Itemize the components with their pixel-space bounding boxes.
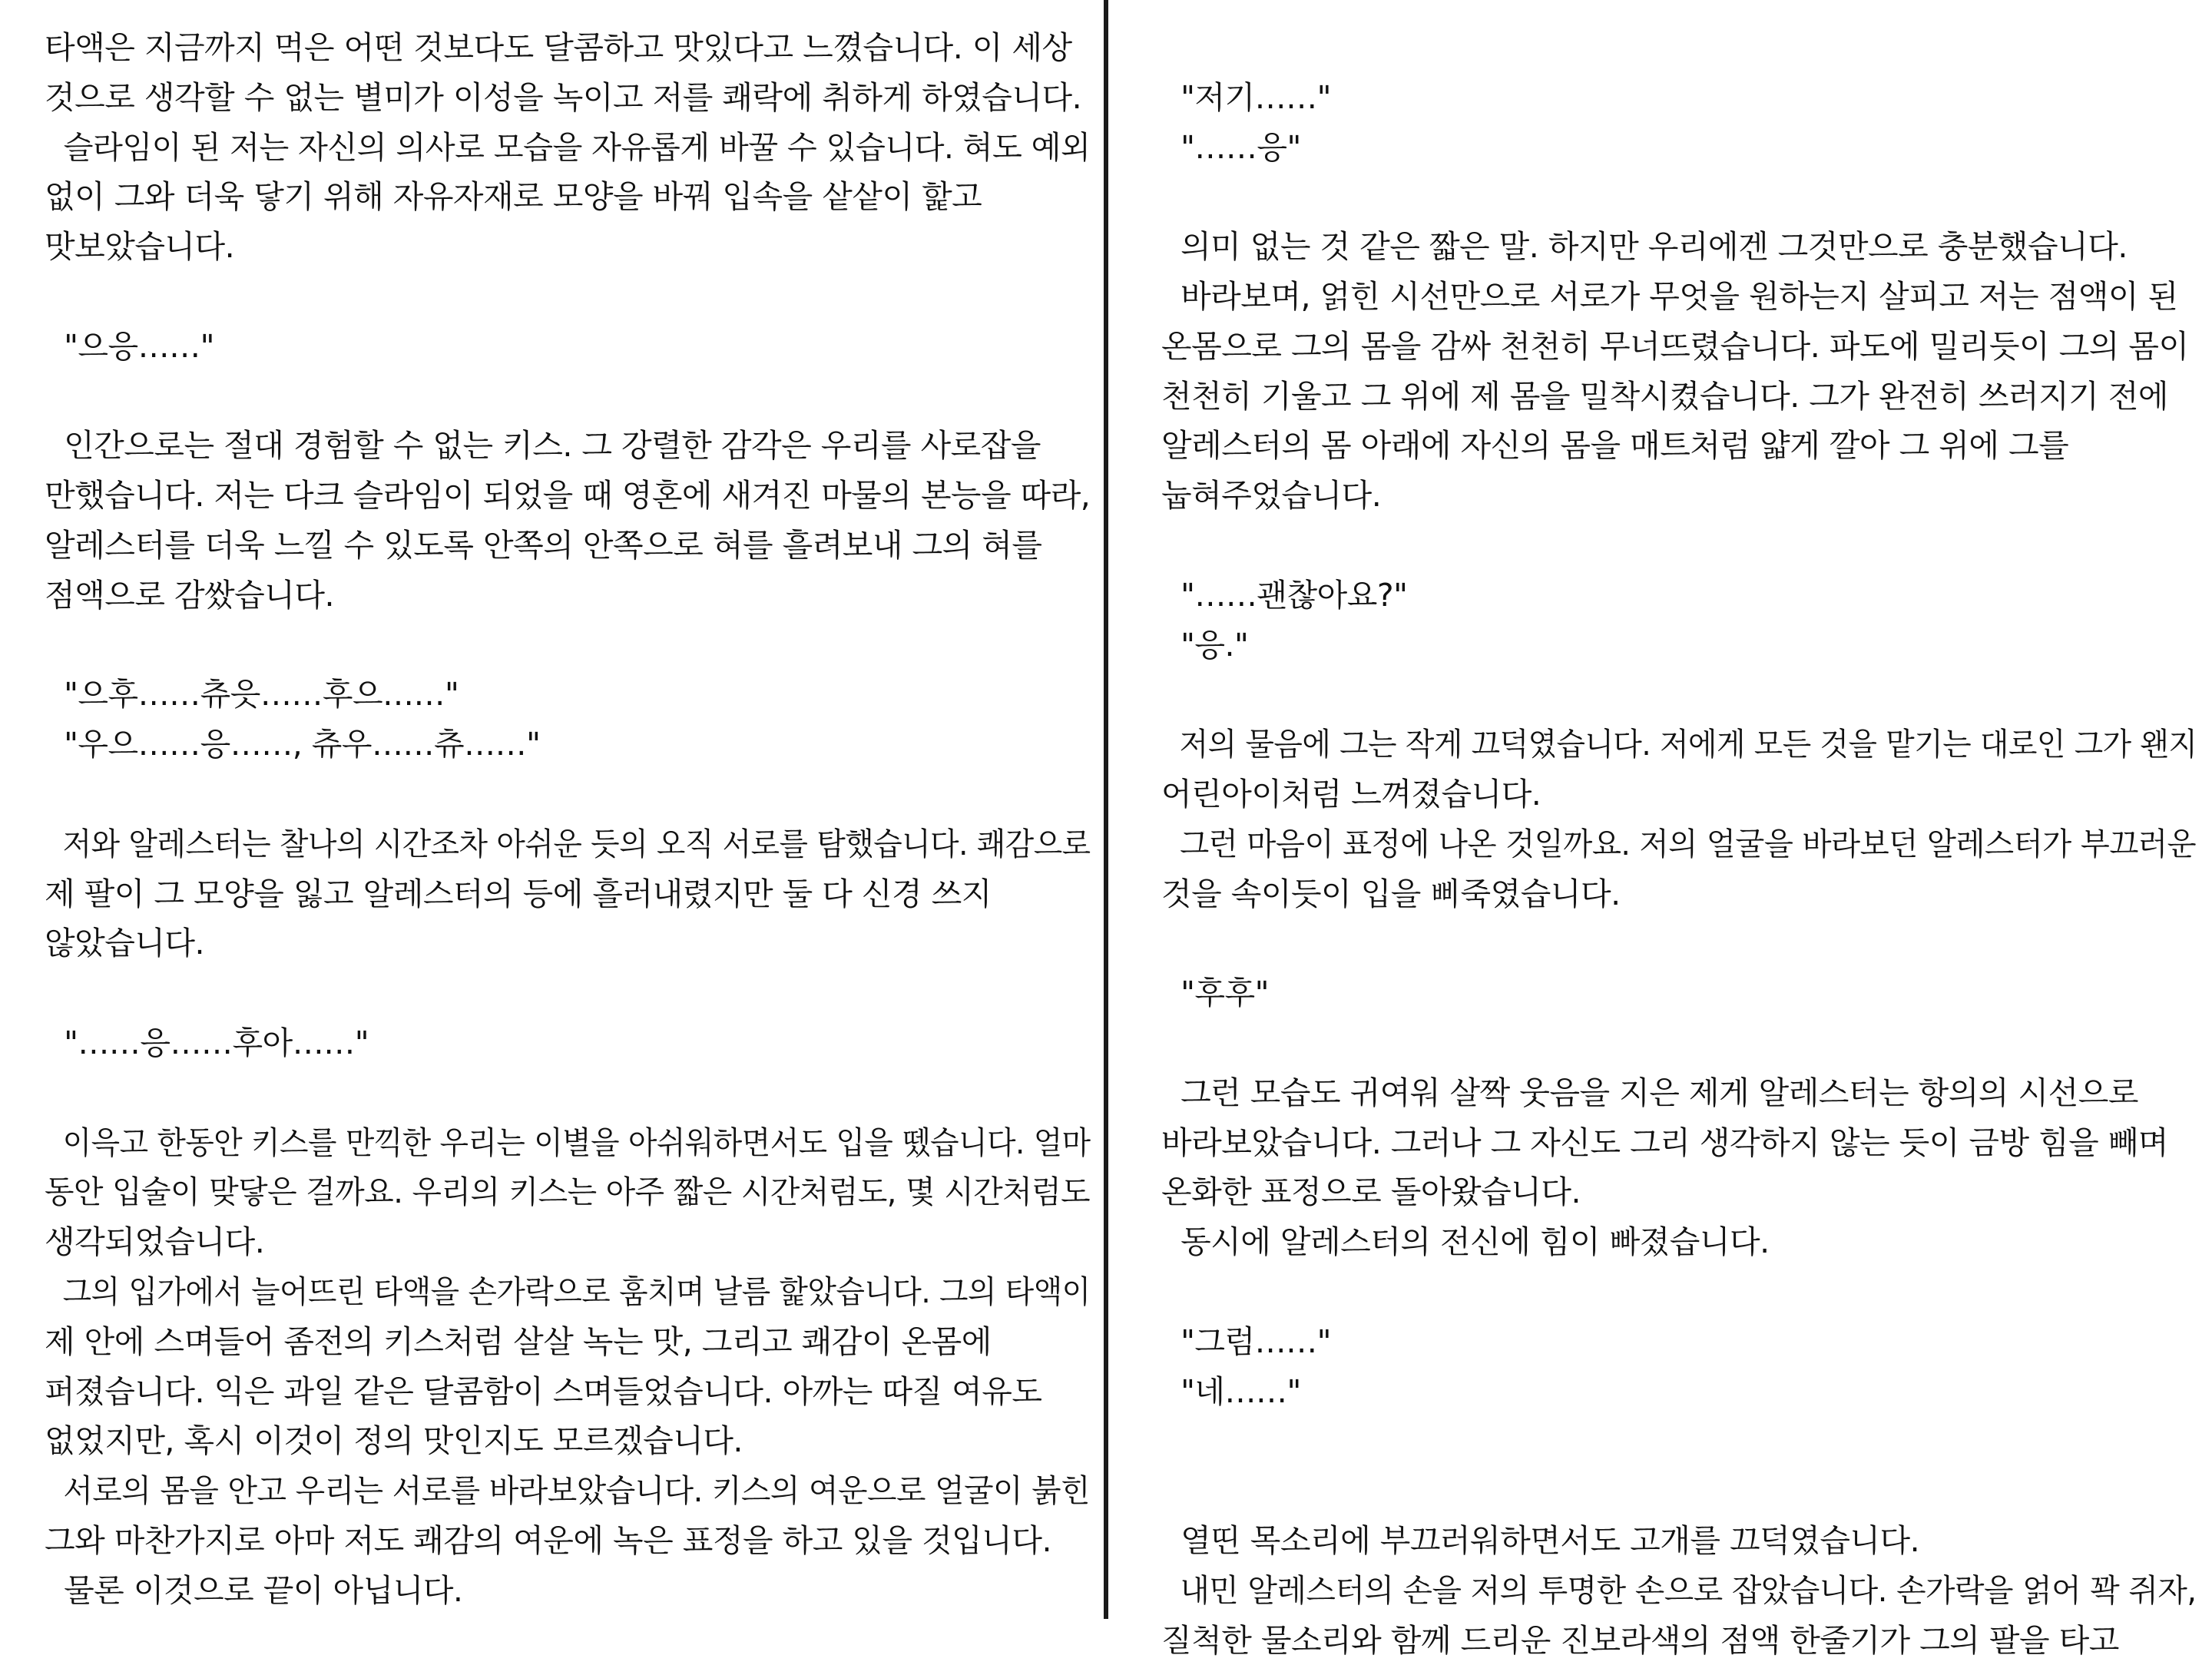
text-line: 슬라임이 된 저는 자신의 의사로 모습을 자유롭게 바꿀 수 있습니다. 혀도 예외 [45, 128, 1091, 166]
text-line: 없었지만, 혹시 이것이 정의 맛인지도 모르겠습니다. [45, 1422, 743, 1460]
text-line: 인간으로는 절대 경험할 수 없는 키스. 그 강렬한 감각은 우리를 사로잡을 [45, 427, 1041, 465]
text-line: 내민 알레스터의 손을 저의 투명한 손으로 잡았습니다. 손가락을 얽어 꽉 쥐자, [1161, 1571, 2197, 1609]
text-line: "으후……츄읏……후으……" [45, 676, 459, 713]
text-line: 눕혀주었습니다. [1161, 477, 1382, 515]
text-line: 제 안에 스며들어 좀전의 키스처럼 살살 녹는 맛, 그리고 쾌감이 온몸에 [45, 1322, 992, 1360]
text-line: 없이 그와 더욱 닿기 위해 자유자재로 모양을 바꿔 입속을 샅샅이 핥고 [45, 178, 982, 216]
text-line: "그럼……" [1161, 1322, 1331, 1360]
text-line: "저기……" [1161, 78, 1331, 116]
text-line: 동시에 알레스터의 전신에 힘이 빠졌습니다. [1161, 1223, 1770, 1261]
text-line: 것으로 생각할 수 없는 별미가 이성을 녹이고 저를 쾌락에 취하게 하였습니다. [45, 78, 1082, 116]
text-line: 서로의 몸을 안고 우리는 서로를 바라보았습니다. 키스의 여운으로 얼굴이 붉힌 [45, 1472, 1091, 1510]
text-line: "네……" [1161, 1372, 1301, 1410]
text-line: 저의 물음에 그는 작게 끄덕였습니다. 저에게 모든 것을 맡기는 대로인 그가 왠지 [1161, 726, 2197, 763]
text-line: 바라보았습니다. 그러나 그 자신도 그리 생각하지 않는 듯이 금방 힘을 빼며 [1161, 1124, 2169, 1161]
text-line: 않았습니다. [45, 925, 205, 962]
right-page [1115, 0, 2212, 1659]
text-line: "으응……" [45, 327, 214, 365]
text-line: 온몸으로 그의 몸을 감싸 천천히 무너뜨렸습니다. 파도에 밀리듯이 그의 몸이 [1161, 327, 2189, 365]
text-line: 저와 알레스터는 찰나의 시간조차 아쉬운 듯의 오직 서로를 탐했습니다. 쾌감으로 [45, 825, 1091, 862]
text-line: 알레스터의 몸 아래에 자신의 몸을 매트처럼 얇게 깔아 그 위에 그를 [1161, 427, 2069, 465]
text-line: 이윽고 한동안 키스를 만끽한 우리는 이별을 아쉬워하면서도 입을 뗐습니다. 얼마 [45, 1124, 1091, 1161]
text-line: 퍼졌습니다. 익은 과일 같은 달콤함이 스며들었습니다. 아까는 따질 여유도 [45, 1372, 1042, 1410]
text-line: 열띤 목소리에 부끄러워하면서도 고개를 끄덕였습니다. [1161, 1522, 1920, 1559]
text-line: 물론 이것으로 끝이 아닙니다. [45, 1571, 463, 1609]
text-line: 만했습니다. 저는 다크 슬라임이 되었을 때 영혼에 새겨진 마물의 본능을 따라, [45, 477, 1091, 515]
text-line: 그런 마음이 표정에 나온 것일까요. 저의 얼굴을 바라보던 알레스터가 부끄러운 [1161, 825, 2197, 862]
left-page [0, 0, 1106, 1619]
text-line: 점액으로 감쌌습니다. [45, 576, 335, 614]
text-line: 것을 속이듯이 입을 삐죽였습니다. [1161, 875, 1621, 912]
text-line: "……응" [1161, 128, 1301, 166]
text-line: 천천히 기울고 그 위에 제 몸을 밀착시켰습니다. 그가 완전히 쓰러지기 전에 [1161, 377, 2169, 415]
text-line: 생각되었습니다. [45, 1223, 265, 1261]
text-line: 동안 입술이 맞닿은 걸까요. 우리의 키스는 아주 짧은 시간처럼도, 몇 시간처럼도 [45, 1173, 1091, 1211]
text-line: 알레스터를 더욱 느낄 수 있도록 안쪽의 안쪽으로 혀를 흘려보내 그의 혀를 [45, 527, 1042, 564]
text-line: 질척한 물소리와 함께 드리운 진보라색의 점액 한줄기가 그의 팔을 타고 [1161, 1621, 2119, 1659]
text-line: "응." [1161, 626, 1249, 664]
text-line: 제 팔이 그 모양을 잃고 알레스터의 등에 흘러내렸지만 둘 다 신경 쓰지 [45, 875, 992, 912]
text-line: 그와 마찬가지로 아마 저도 쾌감의 여운에 녹은 표정을 하고 있을 것입니다. [45, 1522, 1052, 1559]
text-line: 맛보았습니다. [45, 228, 235, 266]
text-line: 의미 없는 것 같은 짧은 말. 하지만 우리에겐 그것만으로 충분했습니다. [1161, 228, 2128, 266]
text-line: 그의 입가에서 늘어뜨린 타액을 손가락으로 훔치며 날름 핥았습니다. 그의 타액이 [45, 1273, 1091, 1310]
text-line: 온화한 표정으로 돌아왔습니다. [1161, 1173, 1581, 1211]
text-line: "……응……후아……" [45, 1024, 369, 1061]
page-divider [1104, 0, 1108, 1619]
text-line: 그런 모습도 귀여워 살짝 웃음을 지은 제게 알레스터는 항의의 시선으로 [1161, 1074, 2138, 1111]
text-line: "우으……응……, 츄우……츄……" [45, 726, 541, 763]
text-line: "후후" [1161, 975, 1269, 1012]
text-line: "……괜찮아요?" [1161, 576, 1408, 614]
text-line: 타액은 지금까지 먹은 어떤 것보다도 달콤하고 맛있다고 느꼈습니다. 이 세상 [45, 29, 1072, 66]
text-line: 어린아이처럼 느껴졌습니다. [1161, 776, 1541, 813]
text-line: 바라보며, 얽힌 시선만으로 서로가 무엇을 원하는지 살피고 저는 점액이 된 [1161, 278, 2178, 315]
